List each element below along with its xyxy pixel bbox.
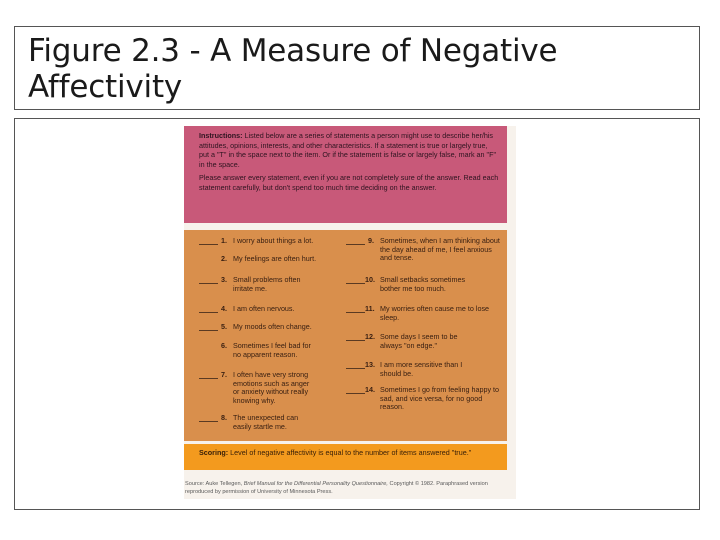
answer-blank[interactable] (346, 312, 365, 313)
instructions-paragraph-2 (199, 173, 499, 192)
item-text: Sometimes I feel bad for no apparent reason. (233, 341, 311, 359)
item-number: 9. (368, 236, 374, 245)
item-number: 12. (365, 332, 375, 341)
instructions-paragraph-1 (199, 131, 499, 169)
item-text: My moods often change. (233, 322, 312, 331)
source-title: Brief Manual for the Differential Personality Questionnaire, (243, 481, 388, 487)
item-number: 3. (221, 275, 227, 284)
item-text: Sometimes I go from feeling happy to sad, and vice versa, for no good reason. (380, 385, 500, 412)
instructions-panel (184, 126, 507, 223)
item-text: I am often nervous. (233, 304, 295, 313)
questionnaire-figure (184, 126, 516, 499)
scoring-text: Level of negative affectivity is equal to the number of items answered "true." (230, 448, 472, 457)
instructions-heading: Instructions: (199, 131, 243, 140)
title-box (14, 26, 700, 110)
item-number: 6. (221, 341, 227, 350)
item-text: My worries often cause me to lose sleep. (380, 304, 490, 322)
item-number: 2. (221, 254, 227, 263)
slide-title: Figure 2.3 - A Measure of Negative Affectivity (28, 33, 558, 105)
item-text: I worry about things a lot. (233, 236, 314, 245)
item-number: 4. (221, 304, 227, 313)
item-number: 14. (365, 385, 375, 394)
item-number: 10. (365, 275, 375, 284)
item-text: Sometimes, when I am thinking about the day ahead of me, I feel anxious and tense. (380, 236, 500, 263)
item-text: Some days I seem to be always "on edge." (380, 332, 458, 350)
item-number: 1. (221, 236, 227, 245)
item-text: The unexpected can easily startle me. (233, 413, 299, 431)
item-number: 8. (221, 413, 227, 422)
answer-blank[interactable] (199, 312, 218, 313)
answer-blank[interactable] (346, 244, 365, 245)
answer-blank[interactable] (346, 283, 365, 284)
answer-blank[interactable] (346, 368, 365, 369)
instructions-text-1: Listed below are a series of statements a person might use to describe her/his attitudes, opinions, interests, and other characteristics. If a statement is true or largely true, put a "T" in the space next to the item. Or if the statement is false or largely false, mark an "F" in the space. (199, 131, 497, 169)
items-panel (184, 230, 507, 441)
answer-blank[interactable] (199, 283, 218, 284)
answer-blank[interactable] (199, 330, 218, 331)
item-text: Small setbacks sometimes bother me too much. (380, 275, 466, 293)
item-text: Small problems often irritate me. (233, 275, 301, 293)
answer-blank[interactable] (199, 244, 218, 245)
item-text: I often have very strong emotions such as anger or anxiety without really knowing why. (233, 370, 310, 405)
item-text: My feelings are often hurt. (233, 254, 317, 263)
item-number: 13. (365, 360, 375, 369)
answer-blank[interactable] (346, 393, 365, 394)
item-text: I am more sensitive than I should be. (380, 360, 463, 378)
item-number: 11. (365, 304, 375, 313)
item-number: 7. (221, 370, 227, 379)
scoring-panel (184, 444, 507, 470)
scoring-heading: Scoring: (199, 448, 229, 457)
answer-blank[interactable] (199, 378, 218, 379)
instructions-text-2: Please answer every statement, even if you are not completely sure of the answer. Read each statement carefully, but don't spend too much time deciding on the answer. (199, 173, 499, 192)
source-citation (184, 481, 515, 497)
answer-blank[interactable] (346, 340, 365, 341)
item-number: 5. (221, 322, 227, 331)
answer-blank[interactable] (199, 421, 218, 422)
source-suffix: Copyright © 1982. Paraphrased version reproduced by permission of University of Minnesota Press. (185, 481, 488, 495)
source-prefix: Source: Auke Tellegen, (185, 481, 243, 487)
